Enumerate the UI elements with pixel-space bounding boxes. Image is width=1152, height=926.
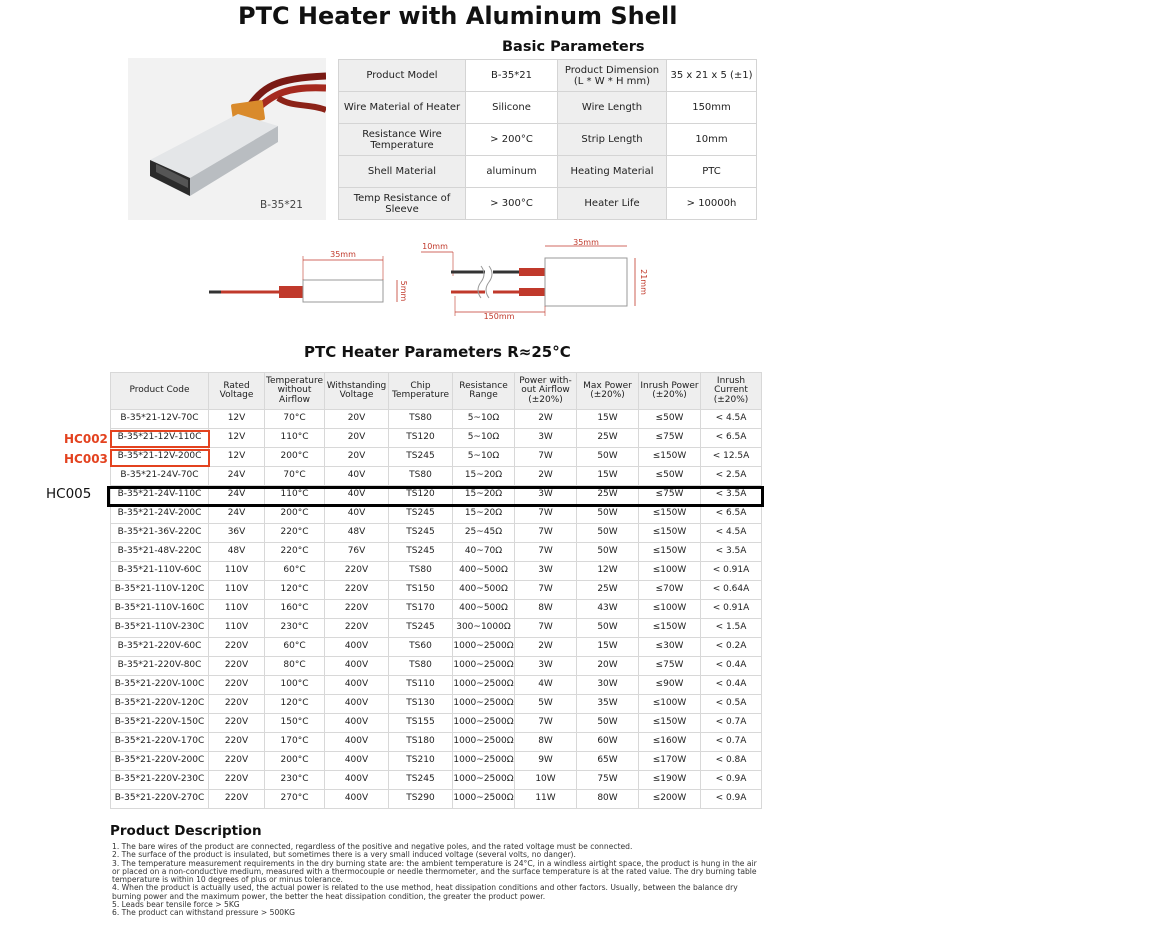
product-code-cell: B-35*21-220V-120C	[111, 695, 209, 714]
basic-parameters-row	[339, 156, 757, 188]
highlight-hc002	[110, 430, 210, 448]
product-code-cell: B-35*21-24V-70C	[111, 467, 209, 486]
table-cell: 50W	[577, 505, 639, 524]
dim-width: 21mm	[639, 269, 648, 295]
table-cell: 1000~2500Ω	[453, 695, 515, 714]
table-cell: < 4.5A	[701, 410, 762, 429]
basic-parameter-value: Silicone	[466, 92, 558, 124]
table-cell: 2W	[515, 638, 577, 657]
table-cell: 50W	[577, 543, 639, 562]
description-item: 6. The product can withstand pressure > 500KG	[112, 908, 295, 918]
table-cell: TS80	[389, 410, 453, 429]
table-cell: 70°C	[265, 467, 325, 486]
table-cell: 270°C	[265, 790, 325, 809]
table-cell: < 0.9A	[701, 790, 762, 809]
table-cell: 100°C	[265, 676, 325, 695]
table-cell: 220V	[209, 771, 265, 790]
table-row	[111, 524, 762, 543]
label-hc005: HC005	[46, 486, 92, 502]
description-item: 2. The surface of the product is insulated, but sometimes there is a very small induced voltage (several volts, no danger).	[112, 850, 576, 860]
table-cell: < 0.9A	[701, 771, 762, 790]
table-cell: 25~45Ω	[453, 524, 515, 543]
table-cell: 48V	[325, 524, 389, 543]
table-cell: 400V	[325, 733, 389, 752]
table-cell: 65W	[577, 752, 639, 771]
table-cell: 1000~2500Ω	[453, 638, 515, 657]
dim-strip: 10mm	[422, 242, 448, 251]
table-cell: 400~500Ω	[453, 581, 515, 600]
table-row	[111, 714, 762, 733]
table-cell: < 3.5A	[701, 486, 762, 505]
product-code-cell: B-35*21-220V-100C	[111, 676, 209, 695]
table-cell: 200°C	[265, 448, 325, 467]
product-code-cell: B-35*21-220V-200C	[111, 752, 209, 771]
table-cell: 7W	[515, 524, 577, 543]
table-row	[111, 771, 762, 790]
highlight-hc003	[110, 449, 210, 467]
product-code-cell: B-35*21-110V-120C	[111, 581, 209, 600]
table-cell: 220°C	[265, 543, 325, 562]
table-row	[111, 695, 762, 714]
basic-parameters-title: Basic Parameters	[502, 39, 645, 55]
table-cell: 5~10Ω	[453, 448, 515, 467]
table-cell: 4W	[515, 676, 577, 695]
table-cell: 15~20Ω	[453, 505, 515, 524]
table-cell: TS245	[389, 771, 453, 790]
basic-parameters-table	[338, 59, 757, 220]
product-code-cell: B-35*21-110V-160C	[111, 600, 209, 619]
product-code-cell: B-35*21-48V-220C	[111, 543, 209, 562]
table-cell: TS80	[389, 467, 453, 486]
table-row	[111, 467, 762, 486]
table-cell: TS120	[389, 486, 453, 505]
description-item: 3. The temperature measurement requirements in the dry burning state are: the ambient temperature is 24°C, in a windless airtight space, the product is hung in the air or placed on a non-conductive medium, measured with a thermocouple or needle thermometer, and the surface temperature is at the rated value. The dry burning table temperature is within 10 degrees of plus or minus tolerance.	[112, 858, 757, 885]
table-cell: 15~20Ω	[453, 467, 515, 486]
table-cell: 15W	[577, 410, 639, 429]
basic-parameter-label: Shell Material	[339, 156, 466, 188]
table-cell: 20V	[325, 410, 389, 429]
column-header: Resistance Range	[453, 373, 515, 410]
table-cell: TS120	[389, 429, 453, 448]
table-cell: 1000~2500Ω	[453, 676, 515, 695]
table-cell: ≤70W	[639, 581, 701, 600]
table-row	[111, 752, 762, 771]
table-cell: 220V	[325, 600, 389, 619]
table-cell: 40V	[325, 505, 389, 524]
table-row	[111, 657, 762, 676]
table-cell: ≤75W	[639, 486, 701, 505]
table-cell: < 0.4A	[701, 676, 762, 695]
table-cell: ≤150W	[639, 714, 701, 733]
table-cell: 200°C	[265, 505, 325, 524]
column-header: Inrush Current (±20%)	[701, 373, 762, 410]
product-photo	[128, 58, 326, 220]
basic-parameter-label: Strip Length	[558, 124, 667, 156]
table-cell: 5W	[515, 695, 577, 714]
basic-parameter-value: > 200°C	[466, 124, 558, 156]
table-cell: 1000~2500Ω	[453, 657, 515, 676]
description-item: 5. Leads bear tensile force > 5KG	[112, 900, 240, 910]
table-cell: 400V	[325, 714, 389, 733]
table-cell: 25W	[577, 581, 639, 600]
product-code-cell: B-35*21-220V-170C	[111, 733, 209, 752]
table-cell: 220V	[209, 638, 265, 657]
basic-parameter-label: Temp Resistance of Sleeve	[339, 188, 466, 220]
basic-parameters-row	[339, 60, 757, 92]
column-header: Chip Temperature	[389, 373, 453, 410]
table-cell: 1000~2500Ω	[453, 714, 515, 733]
table-row	[111, 581, 762, 600]
table-row	[111, 505, 762, 524]
column-header: Temperature without Airflow	[265, 373, 325, 410]
table-cell: 110V	[209, 581, 265, 600]
table-cell: < 1.5A	[701, 619, 762, 638]
page-title: PTC Heater with Aluminum Shell	[238, 2, 678, 30]
table-cell: 24V	[209, 467, 265, 486]
basic-parameters-row	[339, 188, 757, 220]
table-cell: 20V	[325, 448, 389, 467]
table-cell: 3W	[515, 429, 577, 448]
dim-top-length: 35mm	[573, 238, 599, 247]
table-cell: ≤50W	[639, 467, 701, 486]
basic-parameter-label: Heating Material	[558, 156, 667, 188]
product-code-cell: B-35*21-36V-220C	[111, 524, 209, 543]
highlight-hc005	[107, 486, 764, 507]
basic-parameter-value: 35 x 21 x 5 (±1)	[667, 60, 757, 92]
table-cell: 7W	[515, 505, 577, 524]
table-cell: ≤100W	[639, 600, 701, 619]
table-cell: 400V	[325, 657, 389, 676]
ptc-parameters-title: PTC Heater Parameters R≈25°C	[304, 343, 571, 361]
table-cell: TS60	[389, 638, 453, 657]
table-cell: 40~70Ω	[453, 543, 515, 562]
table-cell: 35W	[577, 695, 639, 714]
basic-parameter-value: > 10000h	[667, 188, 757, 220]
table-cell: 220V	[209, 676, 265, 695]
product-code-cell: B-35*21-24V-200C	[111, 505, 209, 524]
table-cell: 40V	[325, 467, 389, 486]
table-cell: 1000~2500Ω	[453, 790, 515, 809]
table-row	[111, 676, 762, 695]
table-cell: 220V	[209, 733, 265, 752]
table-cell: 400V	[325, 771, 389, 790]
table-cell: 1000~2500Ω	[453, 771, 515, 790]
product-code-cell: B-35*21-220V-270C	[111, 790, 209, 809]
table-cell: 220V	[209, 790, 265, 809]
table-cell: 80W	[577, 790, 639, 809]
table-cell: 12W	[577, 562, 639, 581]
table-cell: TS245	[389, 619, 453, 638]
table-cell: ≤75W	[639, 657, 701, 676]
product-code-cell: B-35*21-110V-230C	[111, 619, 209, 638]
table-cell: 220V	[325, 581, 389, 600]
table-row	[111, 733, 762, 752]
product-code-cell: B-35*21-12V-110C	[111, 429, 209, 448]
table-cell: 220V	[209, 657, 265, 676]
table-cell: 230°C	[265, 619, 325, 638]
table-cell: 70°C	[265, 410, 325, 429]
column-header: Max Power (±20%)	[577, 373, 639, 410]
table-cell: ≤150W	[639, 505, 701, 524]
basic-parameter-value: > 300°C	[466, 188, 558, 220]
table-row	[111, 600, 762, 619]
table-cell: 12V	[209, 410, 265, 429]
table-row	[111, 790, 762, 809]
table-cell: 8W	[515, 600, 577, 619]
table-cell: < 0.7A	[701, 733, 762, 752]
table-cell: TS155	[389, 714, 453, 733]
table-cell: 8W	[515, 733, 577, 752]
table-cell: 5~10Ω	[453, 429, 515, 448]
table-cell: 50W	[577, 448, 639, 467]
table-cell: ≤75W	[639, 429, 701, 448]
table-cell: 3W	[515, 486, 577, 505]
product-code-cell: B-35*21-220V-60C	[111, 638, 209, 657]
table-cell: TS290	[389, 790, 453, 809]
column-header: Withstanding Voltage	[325, 373, 389, 410]
table-cell: 12V	[209, 429, 265, 448]
product-description-title: Product Description	[110, 823, 262, 839]
description-item: 1. The bare wires of the product are connected, regardless of the positive and negative poles, and the rated voltage must be connected.	[112, 842, 633, 851]
table-cell: TS170	[389, 600, 453, 619]
table-cell: 1000~2500Ω	[453, 733, 515, 752]
table-cell: 220V	[209, 695, 265, 714]
table-cell: 15W	[577, 467, 639, 486]
basic-parameter-label: Resistance Wire Temperature	[339, 124, 466, 156]
table-cell: 170°C	[265, 733, 325, 752]
table-cell: 10W	[515, 771, 577, 790]
table-cell: 400V	[325, 638, 389, 657]
table-cell: < 3.5A	[701, 543, 762, 562]
table-cell: 5~10Ω	[453, 410, 515, 429]
table-cell: 110V	[209, 562, 265, 581]
table-cell: ≤170W	[639, 752, 701, 771]
product-description-list	[112, 843, 760, 918]
table-row	[111, 619, 762, 638]
label-hc003: HC003	[64, 452, 108, 466]
table-cell: 20V	[325, 429, 389, 448]
table-cell: 7W	[515, 543, 577, 562]
table-cell: ≤190W	[639, 771, 701, 790]
label-hc002: HC002	[64, 432, 108, 446]
table-cell: < 6.5A	[701, 505, 762, 524]
product-code-cell: B-35*21-24V-110C	[111, 486, 209, 505]
photo-caption: B-35*21	[260, 199, 303, 211]
table-cell: 7W	[515, 448, 577, 467]
table-cell: 75W	[577, 771, 639, 790]
table-cell: TS245	[389, 543, 453, 562]
table-cell: ≤30W	[639, 638, 701, 657]
product-code-cell: B-35*21-220V-150C	[111, 714, 209, 733]
basic-parameters-row	[339, 124, 757, 156]
table-cell: TS180	[389, 733, 453, 752]
table-cell: 400V	[325, 790, 389, 809]
dimension-drawing	[195, 236, 665, 320]
table-cell: 60°C	[265, 562, 325, 581]
table-cell: TS130	[389, 695, 453, 714]
column-header: Inrush Power (±20%)	[639, 373, 701, 410]
table-cell: ≤200W	[639, 790, 701, 809]
dim-thickness: 5mm	[399, 280, 408, 302]
table-cell: ≤150W	[639, 543, 701, 562]
table-cell: 400V	[325, 676, 389, 695]
table-cell: < 0.4A	[701, 657, 762, 676]
table-cell: TS245	[389, 448, 453, 467]
table-cell: < 0.91A	[701, 562, 762, 581]
table-cell: TS150	[389, 581, 453, 600]
product-code-cell: B-35*21-12V-70C	[111, 410, 209, 429]
product-code-cell: B-35*21-12V-200C	[111, 448, 209, 467]
table-cell: < 0.8A	[701, 752, 762, 771]
table-cell: TS80	[389, 562, 453, 581]
table-cell: 120°C	[265, 581, 325, 600]
table-cell: 12V	[209, 448, 265, 467]
ptc-header-row	[111, 373, 762, 410]
table-cell: 60°C	[265, 638, 325, 657]
table-cell: TS245	[389, 524, 453, 543]
table-cell: 220V	[325, 619, 389, 638]
table-cell: 15~20Ω	[453, 486, 515, 505]
table-cell: ≤150W	[639, 524, 701, 543]
table-cell: < 0.5A	[701, 695, 762, 714]
table-cell: 110°C	[265, 486, 325, 505]
column-header: Power with-out Airflow (±20%)	[515, 373, 577, 410]
table-cell: 220V	[209, 714, 265, 733]
table-cell: < 12.5A	[701, 448, 762, 467]
table-cell: 220V	[325, 562, 389, 581]
table-cell: 60W	[577, 733, 639, 752]
description-item: 4. When the product is actually used, the actual power is related to the use method, heat dissipation conditions and other factors. Usually, between the balance dry burning power and the maximum power, the better the heat dissipation condition, the greater the product power.	[112, 883, 738, 901]
table-cell: 400~500Ω	[453, 600, 515, 619]
table-cell: 7W	[515, 581, 577, 600]
table-cell: < 2.5A	[701, 467, 762, 486]
table-cell: 80°C	[265, 657, 325, 676]
table-cell: 50W	[577, 619, 639, 638]
table-cell: < 0.91A	[701, 600, 762, 619]
table-cell: 7W	[515, 714, 577, 733]
product-code-cell: B-35*21-220V-230C	[111, 771, 209, 790]
table-row	[111, 543, 762, 562]
table-cell: 200°C	[265, 752, 325, 771]
table-cell: TS245	[389, 505, 453, 524]
table-cell: 36V	[209, 524, 265, 543]
table-cell: 40V	[325, 486, 389, 505]
table-cell: 24V	[209, 505, 265, 524]
basic-parameter-label: Product Dimension (L * W * H mm)	[558, 60, 667, 92]
table-cell: ≤100W	[639, 695, 701, 714]
table-cell: 11W	[515, 790, 577, 809]
table-cell: TS210	[389, 752, 453, 771]
basic-parameter-value: PTC	[667, 156, 757, 188]
table-cell: TS110	[389, 676, 453, 695]
table-cell: 43W	[577, 600, 639, 619]
product-code-cell: B-35*21-220V-80C	[111, 657, 209, 676]
dim-wire: 150mm	[483, 312, 515, 320]
table-cell: 300~1000Ω	[453, 619, 515, 638]
table-cell: 20W	[577, 657, 639, 676]
table-cell: 2W	[515, 467, 577, 486]
table-cell: 150°C	[265, 714, 325, 733]
basic-parameter-label: Wire Length	[558, 92, 667, 124]
table-cell: 220V	[209, 752, 265, 771]
table-cell: < 0.7A	[701, 714, 762, 733]
table-cell: 110V	[209, 600, 265, 619]
dim-length: 35mm	[330, 250, 356, 259]
table-cell: 15W	[577, 638, 639, 657]
table-cell: 25W	[577, 486, 639, 505]
table-cell: < 6.5A	[701, 429, 762, 448]
table-cell: ≤90W	[639, 676, 701, 695]
table-cell: 400~500Ω	[453, 562, 515, 581]
table-cell: ≤100W	[639, 562, 701, 581]
basic-parameter-label: Heater Life	[558, 188, 667, 220]
table-cell: 30W	[577, 676, 639, 695]
table-cell: ≤150W	[639, 448, 701, 467]
table-cell: 160°C	[265, 600, 325, 619]
table-cell: 400V	[325, 752, 389, 771]
table-cell: 3W	[515, 562, 577, 581]
heater-illustration	[128, 58, 326, 220]
column-header: Product Code	[111, 373, 209, 410]
table-cell: 48V	[209, 543, 265, 562]
table-cell: < 4.5A	[701, 524, 762, 543]
table-cell: 120°C	[265, 695, 325, 714]
table-cell: 50W	[577, 524, 639, 543]
table-cell: 9W	[515, 752, 577, 771]
basic-parameter-value: B-35*21	[466, 60, 558, 92]
column-header: Rated Voltage	[209, 373, 265, 410]
table-cell: 1000~2500Ω	[453, 752, 515, 771]
basic-parameter-value: aluminum	[466, 156, 558, 188]
table-row	[111, 410, 762, 429]
table-cell: 7W	[515, 619, 577, 638]
table-cell: 2W	[515, 410, 577, 429]
basic-parameters-row	[339, 92, 757, 124]
table-cell: 230°C	[265, 771, 325, 790]
product-code-cell: B-35*21-110V-60C	[111, 562, 209, 581]
table-cell: ≤160W	[639, 733, 701, 752]
table-row	[111, 638, 762, 657]
table-cell: < 0.64A	[701, 581, 762, 600]
table-cell: 3W	[515, 657, 577, 676]
basic-parameter-value: 10mm	[667, 124, 757, 156]
table-cell: 25W	[577, 429, 639, 448]
table-cell: 400V	[325, 695, 389, 714]
table-cell: < 0.2A	[701, 638, 762, 657]
basic-parameter-label: Product Model	[339, 60, 466, 92]
basic-parameter-label: Wire Material of Heater	[339, 92, 466, 124]
table-cell: ≤150W	[639, 619, 701, 638]
table-cell: 76V	[325, 543, 389, 562]
table-cell: 50W	[577, 714, 639, 733]
basic-parameter-value: 150mm	[667, 92, 757, 124]
table-cell: TS80	[389, 657, 453, 676]
table-cell: ≤50W	[639, 410, 701, 429]
table-cell: 24V	[209, 486, 265, 505]
table-row	[111, 562, 762, 581]
table-cell: 110V	[209, 619, 265, 638]
table-cell: 220°C	[265, 524, 325, 543]
table-cell: 110°C	[265, 429, 325, 448]
